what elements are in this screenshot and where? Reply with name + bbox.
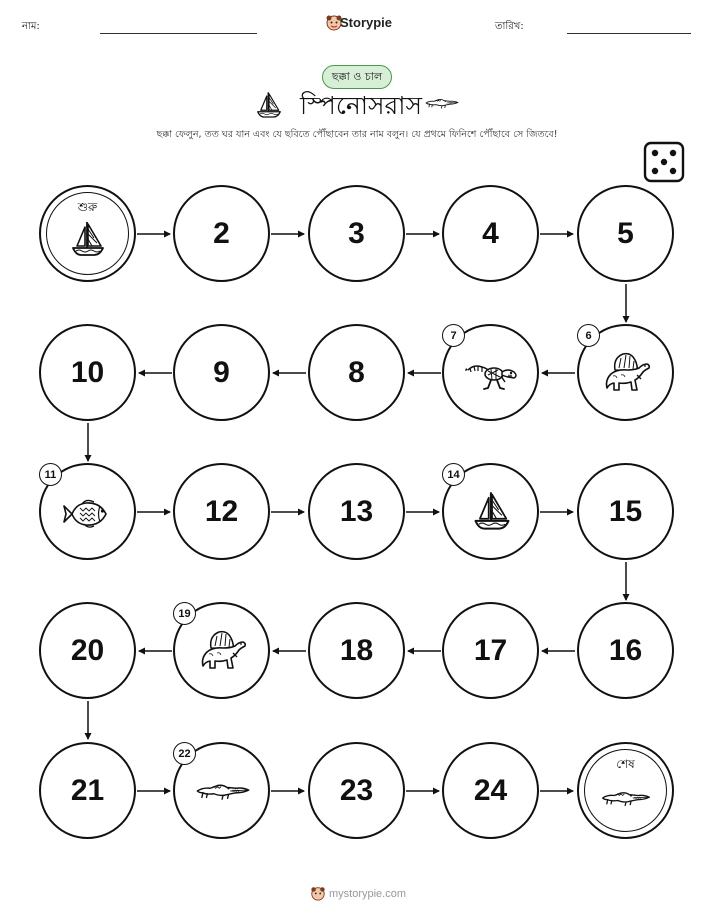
- cell-badge: 22: [173, 742, 196, 765]
- cell-number: 2: [213, 217, 230, 250]
- cell-17[interactable]: [442, 602, 539, 699]
- start-label: শুরু: [77, 200, 98, 214]
- cell-19[interactable]: [173, 602, 270, 699]
- instructions: ছক্কা ফেলুন, তত ঘর যান এবং যে ছবিতে পৌঁছাবেন তার নাম বলুন। যে প্রথমে ফিনিশে পৌঁছাবে সে জিতবে!: [156, 129, 558, 140]
- cell-10[interactable]: [39, 324, 136, 421]
- cell-20[interactable]: [39, 602, 136, 699]
- cell-badge: 19: [173, 602, 196, 625]
- sailboat-icon: [68, 219, 108, 259]
- dino-skeleton-icon: [464, 356, 520, 392]
- cell-8[interactable]: [308, 324, 405, 421]
- cell-7[interactable]: [442, 324, 539, 421]
- cell-6[interactable]: [577, 324, 674, 421]
- cell-4[interactable]: [442, 185, 539, 282]
- cell-number: 4: [482, 217, 499, 250]
- spinosaurus-icon: [197, 628, 247, 672]
- cell-number: 16: [608, 634, 643, 667]
- cell-2[interactable]: [173, 185, 270, 282]
- cell-number: 9: [213, 356, 230, 389]
- cell-number: 24: [473, 774, 508, 807]
- cell-number: 15: [608, 495, 643, 528]
- cell-number: 17: [473, 634, 508, 667]
- cell-number: 21: [70, 774, 105, 807]
- cell-12[interactable]: [173, 463, 270, 560]
- cell-number: 8: [348, 356, 365, 389]
- spinosaurus-icon: [601, 350, 651, 394]
- page-title: স্পিনোসরাস: [300, 91, 423, 120]
- cell-21[interactable]: [39, 742, 136, 839]
- footer-site[interactable]: mystorypie.com: [329, 888, 407, 900]
- end-label: শেষ: [616, 757, 635, 771]
- cell-start[interactable]: [39, 185, 136, 282]
- cell-number: 5: [617, 217, 634, 250]
- crocodile-icon: [601, 788, 651, 808]
- cell-23[interactable]: [308, 742, 405, 839]
- cell-24[interactable]: [442, 742, 539, 839]
- cell-end[interactable]: [577, 742, 674, 839]
- cell-9[interactable]: [173, 324, 270, 421]
- game-type-tag: ছক্কা ও চাল: [322, 65, 392, 89]
- cell-number: 10: [70, 356, 105, 389]
- cell-number: 3: [348, 217, 365, 250]
- cell-16[interactable]: [577, 602, 674, 699]
- cell-3[interactable]: [308, 185, 405, 282]
- cell-badge: 14: [442, 463, 465, 486]
- cell-number: 13: [339, 495, 374, 528]
- cell-badge: 11: [39, 463, 62, 486]
- cell-18[interactable]: [308, 602, 405, 699]
- name-label: নাম:: [22, 21, 40, 32]
- cell-22[interactable]: [173, 742, 270, 839]
- cell-15[interactable]: [577, 463, 674, 560]
- brand-name: Storypie: [340, 15, 393, 30]
- crocodile-icon: [195, 780, 251, 802]
- sailboat-icon: [470, 489, 514, 533]
- cell-number: 23: [339, 774, 374, 807]
- cell-11[interactable]: [39, 463, 136, 560]
- cell-13[interactable]: [308, 463, 405, 560]
- cell-5[interactable]: [577, 185, 674, 282]
- cell-number: 20: [70, 634, 105, 667]
- fish-icon: [62, 498, 116, 530]
- cell-badge: 6: [577, 324, 600, 347]
- cell-badge: 7: [442, 324, 465, 347]
- date-label: তারিখ:: [495, 21, 524, 32]
- cell-14[interactable]: [442, 463, 539, 560]
- storypie-logo-icon: [310, 885, 326, 901]
- cell-number: 18: [339, 634, 374, 667]
- cell-number: 12: [204, 495, 239, 528]
